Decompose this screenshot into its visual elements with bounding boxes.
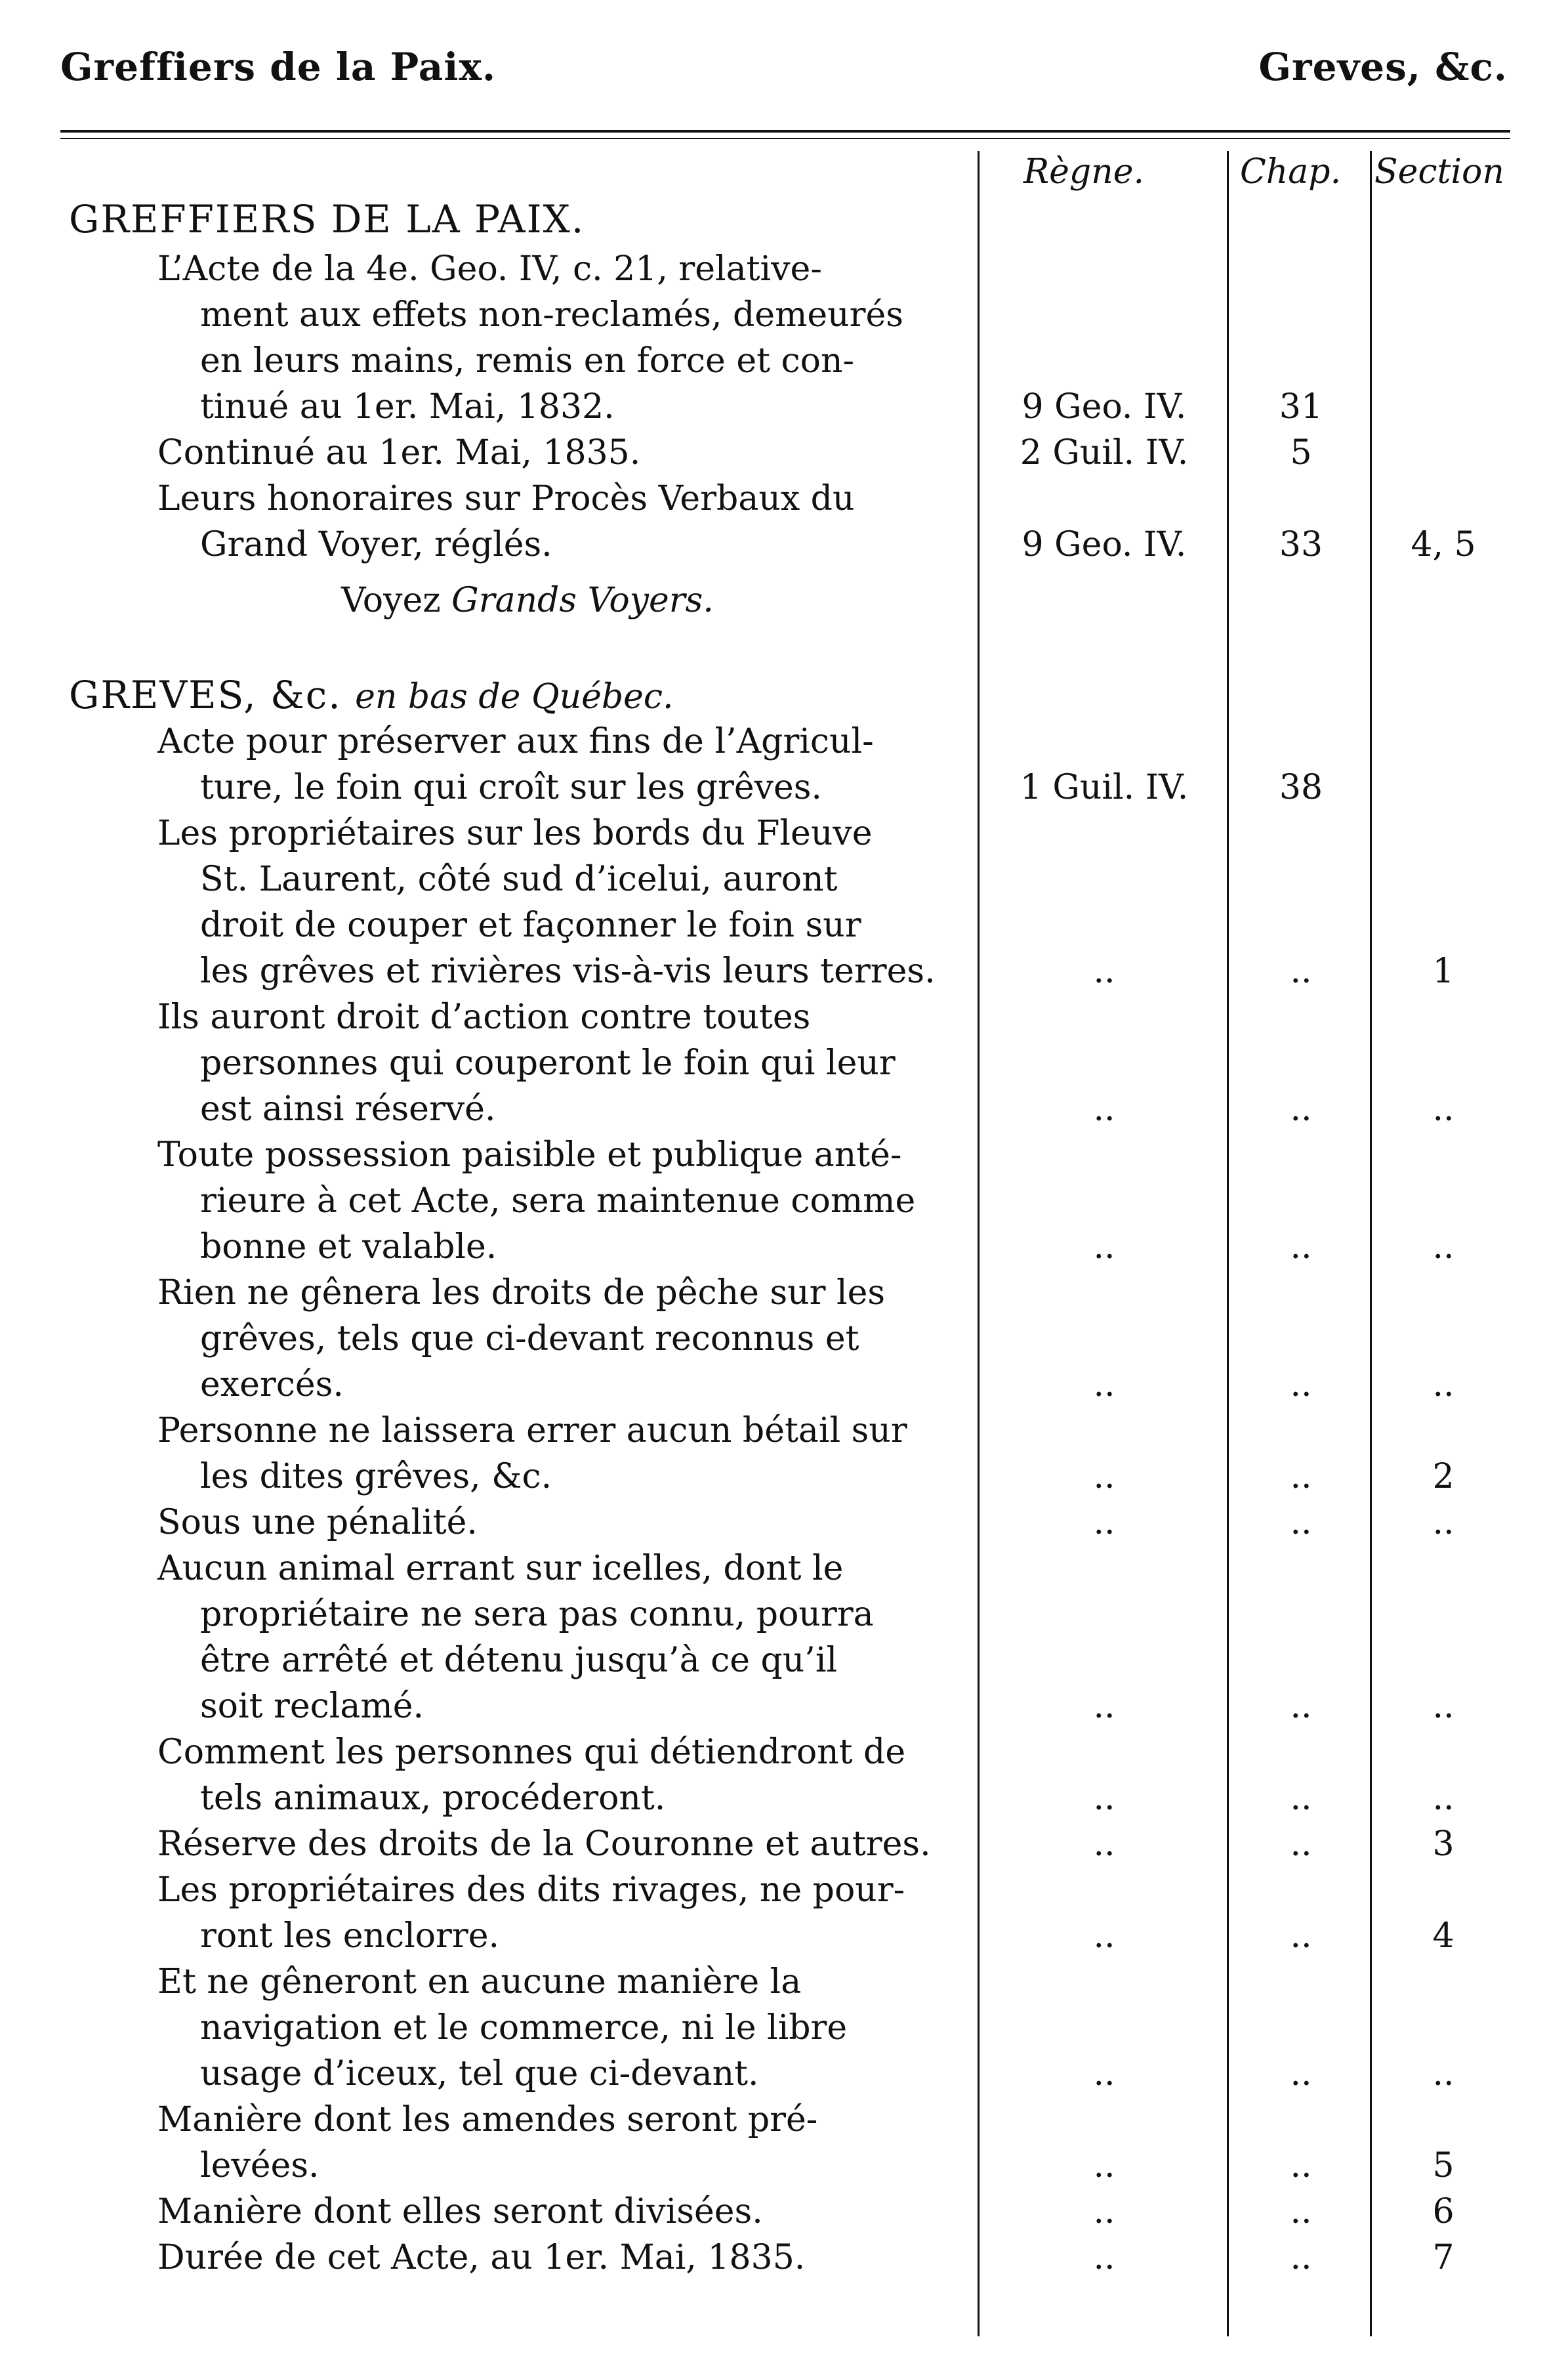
cell-chap: .. bbox=[1290, 1365, 1312, 1404]
index-entry bbox=[0, 476, 978, 568]
cell-regne: .. bbox=[1093, 1365, 1115, 1404]
cell-section: .. bbox=[1432, 1365, 1455, 1404]
cell-section: .. bbox=[1432, 1503, 1455, 1542]
index-entry bbox=[0, 2189, 978, 2235]
cell-regne: .. bbox=[1093, 1687, 1115, 1726]
column-header-chap: Chap. bbox=[1240, 152, 1342, 192]
entry-line: Ils auront droit d’action contre toutes bbox=[157, 998, 811, 1037]
cell-regne: .. bbox=[1093, 1916, 1115, 1956]
cell-regne: 9 Geo. IV. bbox=[1021, 525, 1187, 564]
cell-chap: 31 bbox=[1279, 387, 1323, 427]
cell-regne: .. bbox=[1093, 1824, 1115, 1864]
entry-line: être arrêté et détenu jusqu’à ce qu’il bbox=[200, 1641, 838, 1680]
cell-chap: .. bbox=[1290, 1824, 1312, 1864]
entry-line: Sous une pénalité. bbox=[157, 1503, 478, 1542]
section-title: GREFFIERS DE LA PAIX. bbox=[69, 197, 585, 242]
entry-line: bonne et valable. bbox=[200, 1227, 497, 1267]
entry-line: grêves, tels que ci-devant reconnus et bbox=[200, 1319, 859, 1358]
entry-line: Acte pour préserver aux fins de l’Agricul- bbox=[157, 722, 874, 761]
entry-line: ture, le foin qui croît sur les grêves. bbox=[200, 768, 822, 807]
entry-line: Rien ne gênera les droits de pêche sur les bbox=[157, 1273, 886, 1313]
index-entry bbox=[0, 2235, 978, 2281]
cell-chap: 38 bbox=[1279, 768, 1323, 807]
entry-line: les dites grêves, &c. bbox=[200, 1457, 552, 1496]
entry-line: Grand Voyer, réglés. bbox=[200, 525, 552, 564]
entry-line: personnes qui couperont le foin qui leur bbox=[200, 1043, 896, 1083]
index-entry bbox=[0, 246, 978, 430]
cell-section: 6 bbox=[1432, 2192, 1455, 2231]
section-title bbox=[69, 673, 674, 717]
entry-line: Durée de cet Acte, au 1er. Mai, 1835. bbox=[157, 2238, 806, 2277]
section-title-italic: en bas de Québec. bbox=[355, 677, 674, 717]
cell-chap: .. bbox=[1290, 1089, 1312, 1129]
index-entry bbox=[0, 1132, 978, 1270]
entry-line: Comment les personnes qui détiendront de bbox=[157, 1733, 906, 1772]
section-title-main: GREVES, &c. bbox=[69, 673, 342, 717]
cell-section: .. bbox=[1432, 1089, 1455, 1129]
index-entry bbox=[0, 1729, 978, 1821]
index-entry bbox=[0, 430, 978, 476]
column-header-section: Section bbox=[1374, 152, 1504, 192]
cell-chap: .. bbox=[1290, 1457, 1312, 1496]
entry-line: Personne ne laissera errer aucun bétail sur bbox=[157, 1411, 907, 1450]
header-rule-thick bbox=[60, 130, 1510, 133]
entry-line: en leurs mains, remis en force et con- bbox=[200, 341, 855, 381]
index-entry bbox=[0, 994, 978, 1132]
entry-line: rieure à cet Acte, sera maintenue comme bbox=[200, 1181, 916, 1221]
entry-line: usage d’iceux, tel que ci-devant. bbox=[200, 2054, 759, 2094]
cell-regne: .. bbox=[1093, 952, 1115, 991]
cell-section: 3 bbox=[1432, 1824, 1455, 1864]
index-entry bbox=[0, 1867, 978, 1959]
index-entry bbox=[0, 1500, 978, 1546]
cell-regne: .. bbox=[1093, 1779, 1115, 1818]
running-head-left: Greffiers de la Paix. bbox=[60, 45, 497, 89]
entry-line: Les propriétaires des dits rivages, ne pour- bbox=[157, 1870, 905, 1910]
see-also-note bbox=[341, 581, 714, 620]
entry-line: L’Acte de la 4e. Geo. IV, c. 21, relative- bbox=[157, 249, 822, 289]
cell-chap: .. bbox=[1290, 2054, 1312, 2094]
index-entry bbox=[0, 1821, 978, 1867]
entry-line: Réserve des droits de la Couronne et autres. bbox=[157, 1824, 931, 1864]
entry-line: tinué au 1er. Mai, 1832. bbox=[200, 387, 615, 427]
cell-chap: .. bbox=[1290, 1687, 1312, 1726]
see-also-prefix: Voyez bbox=[341, 581, 441, 620]
cell-chap: .. bbox=[1290, 2238, 1312, 2277]
entry-line: Aucun animal errant sur icelles, dont le bbox=[157, 1549, 844, 1588]
index-entry bbox=[0, 1959, 978, 2097]
cell-section: .. bbox=[1432, 1687, 1455, 1726]
cell-regne: .. bbox=[1093, 1457, 1115, 1496]
cell-section: 2 bbox=[1432, 1457, 1455, 1496]
entry-line: Et ne gêneront en aucune manière la bbox=[157, 1962, 802, 2002]
cell-regne: .. bbox=[1093, 2146, 1115, 2185]
cell-chap: 5 bbox=[1290, 433, 1312, 473]
see-also-ref: Grands Voyers. bbox=[451, 581, 714, 620]
index-entry bbox=[0, 719, 978, 811]
entry-line: Manière dont elles seront divisées. bbox=[157, 2192, 763, 2231]
entry-line: Toute possession paisible et publique anté- bbox=[157, 1135, 902, 1175]
cell-regne: .. bbox=[1093, 2192, 1115, 2231]
cell-regne: .. bbox=[1093, 1227, 1115, 1267]
cell-section: .. bbox=[1432, 2054, 1455, 2094]
cell-regne: .. bbox=[1093, 1089, 1115, 1129]
entry-line: propriétaire ne sera pas connu, pourra bbox=[200, 1595, 874, 1634]
cell-section: 4, 5 bbox=[1411, 525, 1476, 564]
cell-chap: .. bbox=[1290, 2146, 1312, 2185]
cell-regne: .. bbox=[1093, 2238, 1115, 2277]
cell-section: .. bbox=[1432, 1779, 1455, 1818]
index-entry bbox=[0, 811, 978, 994]
cell-chap: .. bbox=[1290, 952, 1312, 991]
cell-section: 4 bbox=[1432, 1916, 1455, 1956]
entry-line: ment aux effets non-reclamés, demeurés bbox=[200, 295, 903, 335]
cell-regne: 2 Guil. IV. bbox=[1020, 433, 1189, 473]
entry-line: soit reclamé. bbox=[200, 1687, 424, 1726]
index-entry bbox=[0, 1408, 978, 1500]
column-divider-section bbox=[1370, 151, 1372, 2336]
entry-line: exercés. bbox=[200, 1365, 344, 1404]
cell-regne: 1 Guil. IV. bbox=[1020, 768, 1189, 807]
cell-chap: .. bbox=[1290, 1503, 1312, 1542]
entry-line: droit de couper et façonner le foin sur bbox=[200, 906, 861, 945]
index-entry bbox=[0, 1270, 978, 1408]
entry-line: Manière dont les amendes seront pré- bbox=[157, 2100, 818, 2139]
cell-section: 5 bbox=[1432, 2146, 1455, 2185]
cell-section: 7 bbox=[1432, 2238, 1455, 2277]
cell-chap: .. bbox=[1290, 1779, 1312, 1818]
cell-section: .. bbox=[1432, 1227, 1455, 1267]
entry-line: ront les enclorre. bbox=[200, 1916, 500, 1956]
running-head-right: Greves, &c. bbox=[1258, 45, 1508, 89]
entry-line: Continué au 1er. Mai, 1835. bbox=[157, 433, 641, 473]
index-entry bbox=[0, 2097, 978, 2189]
column-header-regne: Règne. bbox=[1023, 152, 1145, 192]
entry-line: tels animaux, procéderont. bbox=[200, 1779, 666, 1818]
entry-line: Les propriétaires sur les bords du Fleuve bbox=[157, 814, 873, 853]
entry-line: St. Laurent, côté sud d’icelui, auront bbox=[200, 860, 838, 899]
entry-line: Leurs honoraires sur Procès Verbaux du bbox=[157, 479, 855, 518]
cell-chap: .. bbox=[1290, 1227, 1312, 1267]
cell-chap: .. bbox=[1290, 1916, 1312, 1956]
cell-regne: .. bbox=[1093, 2054, 1115, 2094]
entry-line: navigation et le commerce, ni le libre bbox=[200, 2008, 848, 2048]
entry-line: est ainsi réservé. bbox=[200, 1089, 496, 1129]
column-divider-regne bbox=[978, 151, 980, 2336]
index-entry bbox=[0, 1546, 978, 1729]
header-rule-thin bbox=[60, 138, 1510, 139]
cell-chap: .. bbox=[1290, 2192, 1312, 2231]
cell-regne: .. bbox=[1093, 1503, 1115, 1542]
entry-line: levées. bbox=[200, 2146, 320, 2185]
cell-regne: 9 Geo. IV. bbox=[1021, 387, 1187, 427]
cell-chap: 33 bbox=[1279, 525, 1323, 564]
entry-line: les grêves et rivières vis-à-vis leurs terres. bbox=[200, 952, 936, 991]
column-divider-chap bbox=[1227, 151, 1229, 2336]
cell-section: 1 bbox=[1432, 952, 1455, 991]
